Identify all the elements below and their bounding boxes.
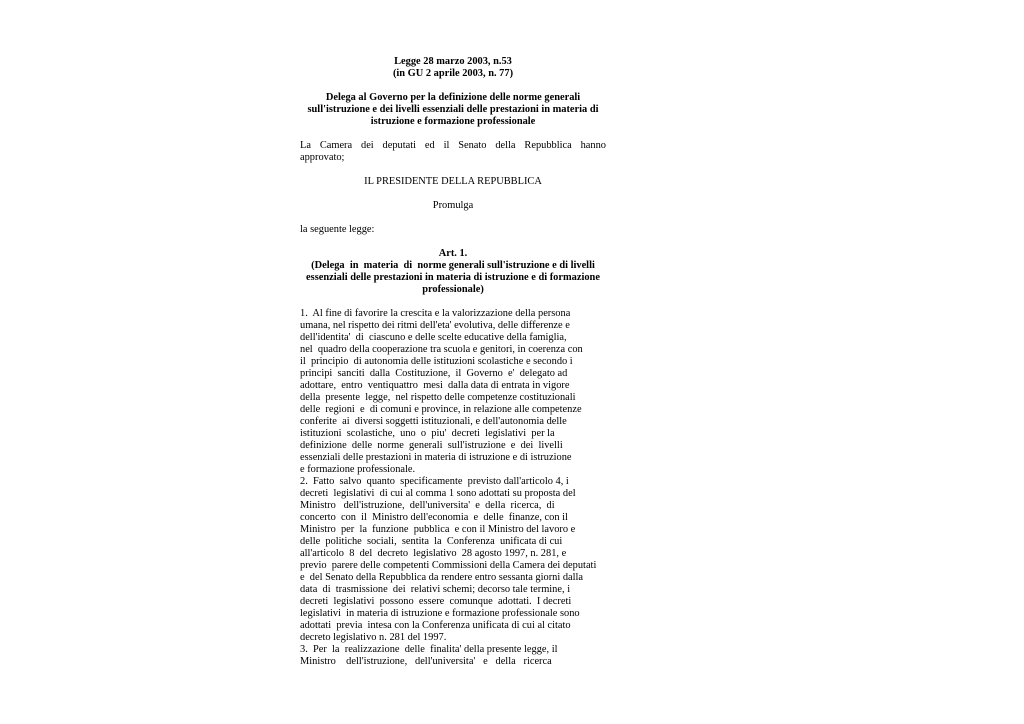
document-page [300, 56, 606, 668]
body-line: all'articolo 8 del decreto legislativo 28 agosto 1997, n. 281, e [300, 548, 567, 559]
article-heading-line-1: (Delega in materia di norme generali sull'istruzione e di livelli [311, 260, 595, 271]
promulga-line: Promulga [432, 200, 474, 211]
body-line: Ministro per la funzione pubblica e con il Ministro del lavoro e [300, 524, 576, 535]
law-subject-line-3: istruzione e formazione professionale [370, 116, 536, 127]
body-line: e del Senato della Repubblica da rendere entro sessanta giorni dalla [300, 572, 584, 583]
body-line: decreti legislativi di cui al comma 1 sono adottati su proposta del [300, 488, 576, 499]
body-line: decreti legislativi possono essere comunque adottati. I decreti [300, 596, 572, 607]
body-line: Ministro dell'istruzione, dell'universita' e della ricerca, di [300, 500, 555, 511]
body-line: principi sanciti dalla Costituzione, il Governo e' delegato ad [300, 368, 568, 379]
body-line: della presente legge, nel rispetto delle competenze costituzionali [300, 392, 576, 403]
body-line: adottati previa intesa con la Conferenza unificata di cui al citato [300, 620, 571, 631]
body-line: legislativi in materia di istruzione e formazione professionale sono [300, 608, 580, 619]
following-law-line: la seguente legge: [300, 224, 375, 235]
law-subject-line-2: sull'istruzione e dei livelli essenziali delle prestazioni in materia di [307, 104, 599, 115]
article-heading-line-3: professionale) [422, 284, 484, 295]
body-line: previo parere delle competenti Commissioni della Camera dei deputati [300, 560, 597, 571]
law-subject-line-1: Delega al Governo per la definizione delle norme generali [325, 92, 581, 103]
article-body [300, 308, 606, 668]
body-line: umana, nel rispetto dei ritmi dell'eta' evolutiva, delle differenze e [300, 320, 570, 331]
body-line: Ministro dell'istruzione, dell'universita' e della ricerca [300, 656, 552, 667]
body-line: nel quadro della cooperazione tra scuola e genitori, in coerenza con [300, 344, 583, 355]
body-line: dell'identita' di ciascuno e delle scelte educative della famiglia, [300, 332, 567, 343]
body-line: adottare, entro ventiquattro mesi dalla data di entrata in vigore [300, 380, 570, 391]
article-heading-line-2: essenziali delle prestazioni in materia di istruzione e di formazione [306, 272, 600, 283]
body-line: essenziali delle prestazioni in materia di istruzione e di istruzione [300, 452, 572, 463]
body-line: decreto legislativo n. 281 del 1997. [300, 632, 447, 643]
body-line: 1. Al fine di favorire la crescita e la valorizzazione della persona [300, 308, 571, 319]
approval-text-1: La Camera dei deputati ed il Senato della Repubblica hanno [300, 140, 606, 151]
body-line: 2. Fatto salvo quanto specificamente previsto dall'articolo 4, i [300, 476, 569, 487]
approval-line-2: approvato; [300, 152, 345, 163]
body-line: data di trasmissione dei relativi schemi; decorso tale termine, i [300, 584, 571, 595]
body-line: conferite ai diversi soggetti istituzionali, e dell'autonomia delle [300, 416, 567, 427]
president-heading: IL PRESIDENTE DELLA REPUBBLICA [364, 176, 542, 187]
body-line: delle regioni e di comuni e province, in relazione alle competenze [300, 404, 582, 415]
body-line: 3. Per la realizzazione delle finalita' della presente legge, il [300, 644, 558, 655]
law-title: Legge 28 marzo 2003, n.53 [394, 56, 512, 67]
body-line: istituzioni scolastiche, uno o piu' decreti legislativi per la [300, 428, 555, 439]
body-line: il principio di autonomia delle istituzioni scolastiche e secondo i [300, 356, 573, 367]
article-number: Art. 1. [438, 248, 468, 259]
body-line: delle politiche sociali, sentita la Conferenza unificata di cui [300, 536, 563, 547]
gazette-reference: (in GU 2 aprile 2003, n. 77) [392, 68, 514, 79]
body-line: concerto con il Ministro dell'economia e delle finanze, con il [300, 512, 568, 523]
body-line: e formazione professionale. [300, 464, 416, 475]
approval-line-1 [300, 140, 606, 152]
body-line: definizione delle norme generali sull'istruzione e dei livelli [300, 440, 563, 451]
